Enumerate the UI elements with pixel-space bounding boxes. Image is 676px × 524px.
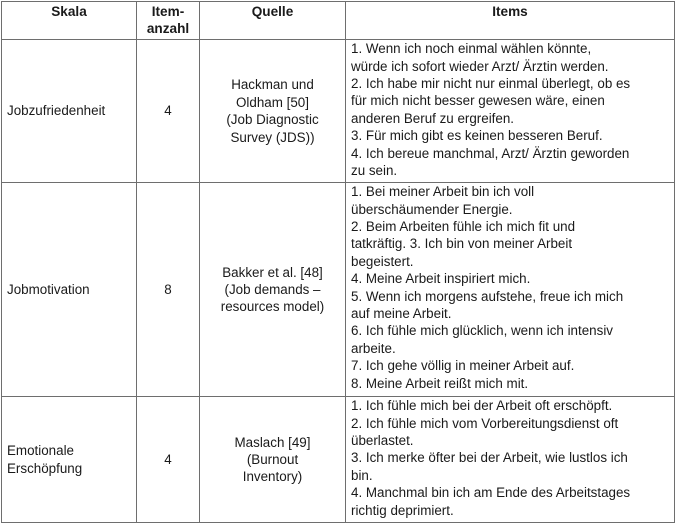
items-cell: 1. Ich fühle mich bei der Arbeit oft erschöpft. 2. Ich fühle mich vom Vorbereitungsdienst oft überlastet. 3. Ich merke öfter bei der Arbeit, wie lustlos ich bin. 4. Manchmal bin ich am Ende des Arbeitstages richtig deprimiert. xyxy=(346,397,675,523)
source-cell: Maslach [49] (Burnout Inventory) xyxy=(200,397,346,523)
item-count-cell: 4 xyxy=(137,40,200,183)
header-items: Items xyxy=(346,2,675,40)
scale-name-cell: Jobmotivation xyxy=(2,183,137,397)
scale-name-cell: Emotionale Erschöpfung xyxy=(2,397,137,523)
items-cell: 1. Bei meiner Arbeit bin ich voll überschäumender Energie. 2. Beim Arbeiten fühle ich mich fit und tatkräftig. 3. Ich bin von meiner Arbeit begeistert. 4. Meine Arbeit inspiriert mich. 5. Wenn ich morgens aufstehe, freue ich mich auf meine Arbeit. 6. Ich fühle mich glücklich, wenn ich intensiv arbeite. 7. Ich gehe völlig in meiner Arbeit auf. 8. Meine Arbeit reißt mich mit. xyxy=(346,183,675,397)
table-row xyxy=(2,40,675,183)
item-count-cell: 8 xyxy=(137,183,200,397)
source-cell: Hackman und Oldham [50] (Job Diagnostic Survey (JDS)) xyxy=(200,40,346,183)
scale-name-cell: Jobzufriedenheit xyxy=(2,40,137,183)
table-row xyxy=(2,397,675,523)
header-row xyxy=(2,2,675,40)
source-cell: Bakker et al. [48] (Job demands – resources model) xyxy=(200,183,346,397)
scales-table xyxy=(1,1,675,523)
header-skala: Skala xyxy=(2,2,137,40)
items-cell: 1. Wenn ich noch einmal wählen könnte, würde ich sofort wieder Arzt/ Ärztin werden. 2. Ich habe mir nicht nur einmal überlegt, ob es für mich nicht besser gewesen wäre, einen anderen Beruf zu ergreifen. 3. Für mich gibt es keinen besseren Beruf. 4. Ich bereue manchmal, Arzt/ Ärztin geworden zu sein. xyxy=(346,40,675,183)
header-itemanzahl: Item- anzahl xyxy=(137,2,200,40)
item-count-cell: 4 xyxy=(137,397,200,523)
table-row xyxy=(2,183,675,397)
header-quelle: Quelle xyxy=(200,2,346,40)
